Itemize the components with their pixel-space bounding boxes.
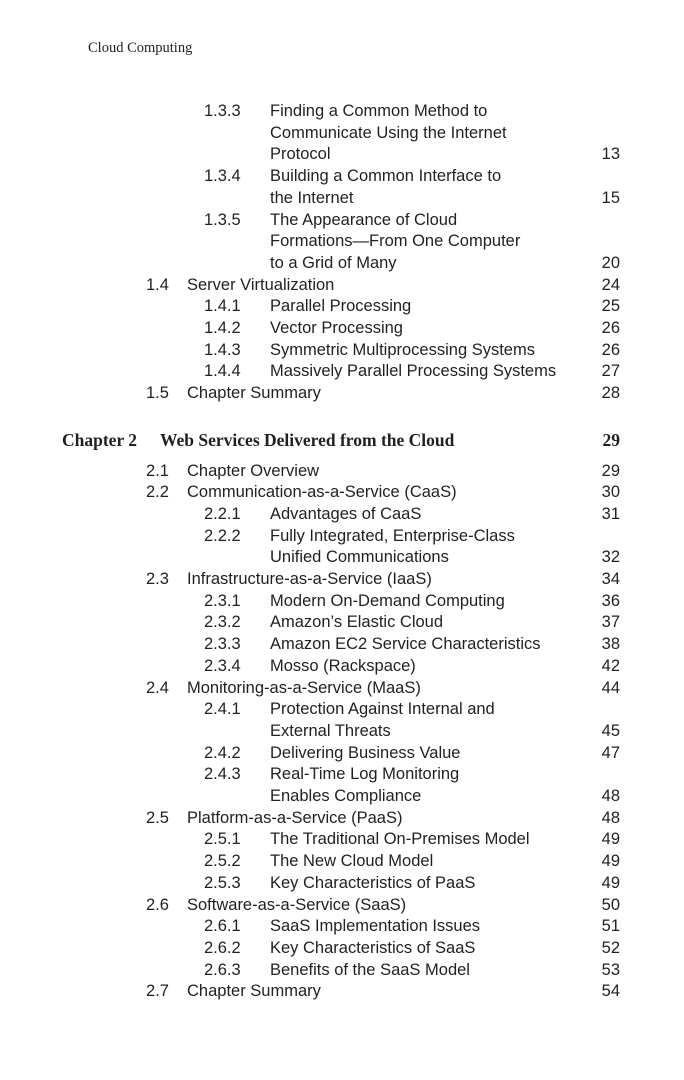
section-number: 2.5 <box>146 808 169 827</box>
page-number: 29 <box>602 429 620 450</box>
section-number: 2.5.3 <box>204 873 241 892</box>
toc-subsection-entry[interactable] <box>0 295 684 317</box>
section-number: 2.6.2 <box>204 938 241 957</box>
toc-subsection-entry[interactable] <box>0 590 684 612</box>
toc-section-entry[interactable] <box>0 274 684 296</box>
entry-title: Software-as-a-Service (SaaS) <box>187 895 407 914</box>
toc-subsection-entry[interactable] <box>0 100 684 122</box>
section-number: 2.3 <box>146 570 169 588</box>
section-number: 2.2.2 <box>204 526 241 545</box>
entry-title: Monitoring-as-a-Service (MaaS) <box>187 678 421 697</box>
toc-subsection-entry[interactable] <box>0 828 684 850</box>
page-number: 24 <box>601 275 620 294</box>
entry-title: Fully Integrated, Enterprise-Class <box>270 526 515 545</box>
page-number: 25 <box>601 297 620 316</box>
toc-subsection-entry[interactable] <box>0 143 684 165</box>
toc-subsection-entry[interactable] <box>0 611 684 633</box>
entry-title: to a Grid of Many <box>270 253 397 272</box>
page-number: 20 <box>601 253 620 272</box>
section-number: 2.4.3 <box>204 765 241 784</box>
toc-subsection-entry[interactable] <box>0 850 684 872</box>
entry-title: Communication-as-a-Service (CaaS) <box>187 483 457 502</box>
section-number: 2.3.2 <box>204 613 241 632</box>
toc-section-entry[interactable] <box>0 980 684 1002</box>
page-number: 27 <box>601 362 620 381</box>
toc-subsection-entry[interactable] <box>0 252 684 274</box>
section-number: 1.4.1 <box>204 297 241 316</box>
toc-subsection-entry[interactable] <box>0 230 684 252</box>
entry-title: Enables Compliance <box>270 787 422 805</box>
toc-section-entry[interactable] <box>0 382 684 404</box>
section-number: 2.2 <box>146 483 169 502</box>
toc-section-entry[interactable] <box>0 460 684 482</box>
entry-title: Finding a Common Method to <box>270 102 488 120</box>
toc-subsection-entry[interactable] <box>0 165 684 187</box>
section-number: 1.5 <box>146 384 169 403</box>
toc-subsection-entry[interactable] <box>0 872 684 894</box>
entry-title: Mosso (Rackspace) <box>270 656 416 675</box>
toc-subsection-entry[interactable] <box>0 763 684 785</box>
entry-title: Amazon EC2 Service Characteristics <box>270 635 541 654</box>
section-number: 1.3.5 <box>204 210 241 229</box>
page-number: 26 <box>601 340 620 359</box>
entry-title: Chapter Summary <box>187 384 321 403</box>
section-number: 2.7 <box>146 982 169 1001</box>
section-number: 1.3.4 <box>204 167 241 186</box>
toc-subsection-entry[interactable] <box>0 209 684 231</box>
page-number: 49 <box>601 852 620 871</box>
section-number: 2.6.1 <box>204 917 241 936</box>
entry-title: The New Cloud Model <box>270 852 434 871</box>
section-number: 2.5.2 <box>204 852 241 871</box>
section-number: 2.3.4 <box>204 656 241 675</box>
page-number: 13 <box>601 145 620 164</box>
entry-title: Infrastructure-as-a-Service (IaaS) <box>187 570 432 588</box>
page-number: 48 <box>601 808 620 827</box>
entry-title: Parallel Processing <box>270 297 412 316</box>
section-number: 2.5.1 <box>204 830 241 849</box>
entry-title: Unified Communications <box>270 548 449 567</box>
entry-title: The Traditional On-Premises Model <box>270 830 530 849</box>
page-number: 49 <box>601 830 620 849</box>
section-number: 2.4.1 <box>204 700 241 719</box>
entry-title: Protocol <box>270 145 331 164</box>
entry-title: Platform-as-a-Service (PaaS) <box>187 808 403 827</box>
section-number: 2.3.1 <box>204 591 241 610</box>
toc-subsection-entry[interactable] <box>0 546 684 568</box>
toc-subsection-entry[interactable] <box>0 633 684 655</box>
toc-subsection-entry[interactable] <box>0 959 684 981</box>
entry-title: Communicate Using the Internet <box>270 123 507 142</box>
page-number: 31 <box>601 504 620 523</box>
section-number: 1.4.2 <box>204 319 241 337</box>
entry-title: Chapter Overview <box>187 461 320 480</box>
entry-title: Vector Processing <box>270 319 403 337</box>
page-number: 51 <box>601 917 620 936</box>
page-number: 44 <box>601 678 620 697</box>
section-number: 2.2.1 <box>204 504 241 523</box>
toc-subsection-entry[interactable] <box>0 339 684 361</box>
toc-section-entry[interactable] <box>0 568 684 590</box>
page-number: 26 <box>601 319 620 337</box>
page-number: 47 <box>601 743 620 762</box>
page-number: 53 <box>601 960 620 979</box>
section-number: 2.1 <box>146 461 169 480</box>
entry-title: Key Characteristics of PaaS <box>270 873 476 892</box>
entry-title: Modern On-Demand Computing <box>270 591 505 610</box>
section-number: 2.6 <box>146 895 169 914</box>
page-number: 38 <box>601 635 620 654</box>
page-number: 29 <box>601 461 620 480</box>
page-number: 52 <box>601 938 620 957</box>
entry-title: Protection Against Internal and <box>270 700 495 719</box>
entry-title: Formations—From One Computer <box>270 232 521 251</box>
section-number: 2.6.3 <box>204 960 241 979</box>
page-number: 45 <box>601 721 620 740</box>
page-number: 32 <box>601 548 620 567</box>
entry-title: Advantages of CaaS <box>270 504 422 523</box>
entry-title: Chapter Summary <box>187 982 321 1001</box>
toc-subsection-entry[interactable] <box>0 698 684 720</box>
page-number: 48 <box>601 787 620 805</box>
chapter-label: Chapter 2 <box>62 429 138 450</box>
entry-title: Real-Time Log Monitoring <box>270 765 460 784</box>
section-number: 2.4.2 <box>204 743 241 762</box>
toc-subsection-entry[interactable] <box>0 655 684 677</box>
page-number: 30 <box>601 483 620 502</box>
section-number: 1.3.3 <box>204 102 241 120</box>
entry-title: External Threats <box>270 721 391 740</box>
entry-title: Building a Common Interface to <box>270 167 502 186</box>
page-number: 34 <box>601 570 620 588</box>
toc-chapter-entry[interactable] <box>0 429 684 451</box>
page-number: 54 <box>601 982 620 1001</box>
page-number: 36 <box>601 591 620 610</box>
section-number: 1.4 <box>146 275 169 294</box>
entry-title: Delivering Business Value <box>270 743 461 762</box>
section-number: 1.4.4 <box>204 362 241 381</box>
entry-title: Server Virtualization <box>187 275 335 294</box>
toc-section-entry[interactable] <box>0 894 684 916</box>
toc-section-entry[interactable] <box>0 807 684 829</box>
entry-title: SaaS Implementation Issues <box>270 917 481 936</box>
toc-subsection-entry[interactable] <box>0 503 684 525</box>
chapter-title: Web Services Delivered from the Cloud <box>160 429 455 450</box>
entry-title: Key Characteristics of SaaS <box>270 938 476 957</box>
entry-title: The Appearance of Cloud <box>270 210 458 229</box>
running-header: Cloud Computing <box>88 40 193 56</box>
toc-subsection-entry[interactable] <box>0 937 684 959</box>
page-number: 28 <box>601 384 620 403</box>
section-number: 1.4.3 <box>204 340 241 359</box>
page-number: 42 <box>601 656 620 675</box>
page-number: 15 <box>601 188 620 207</box>
entry-title: Symmetric Multiprocessing Systems <box>270 340 535 359</box>
page-number: 50 <box>601 895 620 914</box>
toc-section-entry[interactable] <box>0 677 684 699</box>
entry-title: Amazon’s Elastic Cloud <box>270 613 444 632</box>
toc-subsection-entry[interactable] <box>0 525 684 547</box>
toc-subsection-entry[interactable] <box>0 360 684 382</box>
toc-section-entry[interactable] <box>0 481 684 503</box>
entry-title: the Internet <box>270 188 354 207</box>
toc-subsection-entry[interactable] <box>0 317 684 339</box>
entry-title: Benefits of the SaaS Model <box>270 960 470 979</box>
page-number: 49 <box>601 873 620 892</box>
toc-subsection-entry[interactable] <box>0 915 684 937</box>
toc-subsection-entry[interactable] <box>0 785 684 807</box>
entry-title: Massively Parallel Processing Systems <box>270 362 557 381</box>
section-number: 2.3.3 <box>204 635 241 654</box>
section-number: 2.4 <box>146 678 169 697</box>
toc-subsection-entry[interactable] <box>0 187 684 209</box>
page-number: 37 <box>601 613 620 632</box>
toc-subsection-entry[interactable] <box>0 742 684 764</box>
toc-subsection-entry[interactable] <box>0 122 684 144</box>
toc-subsection-entry[interactable] <box>0 720 684 742</box>
